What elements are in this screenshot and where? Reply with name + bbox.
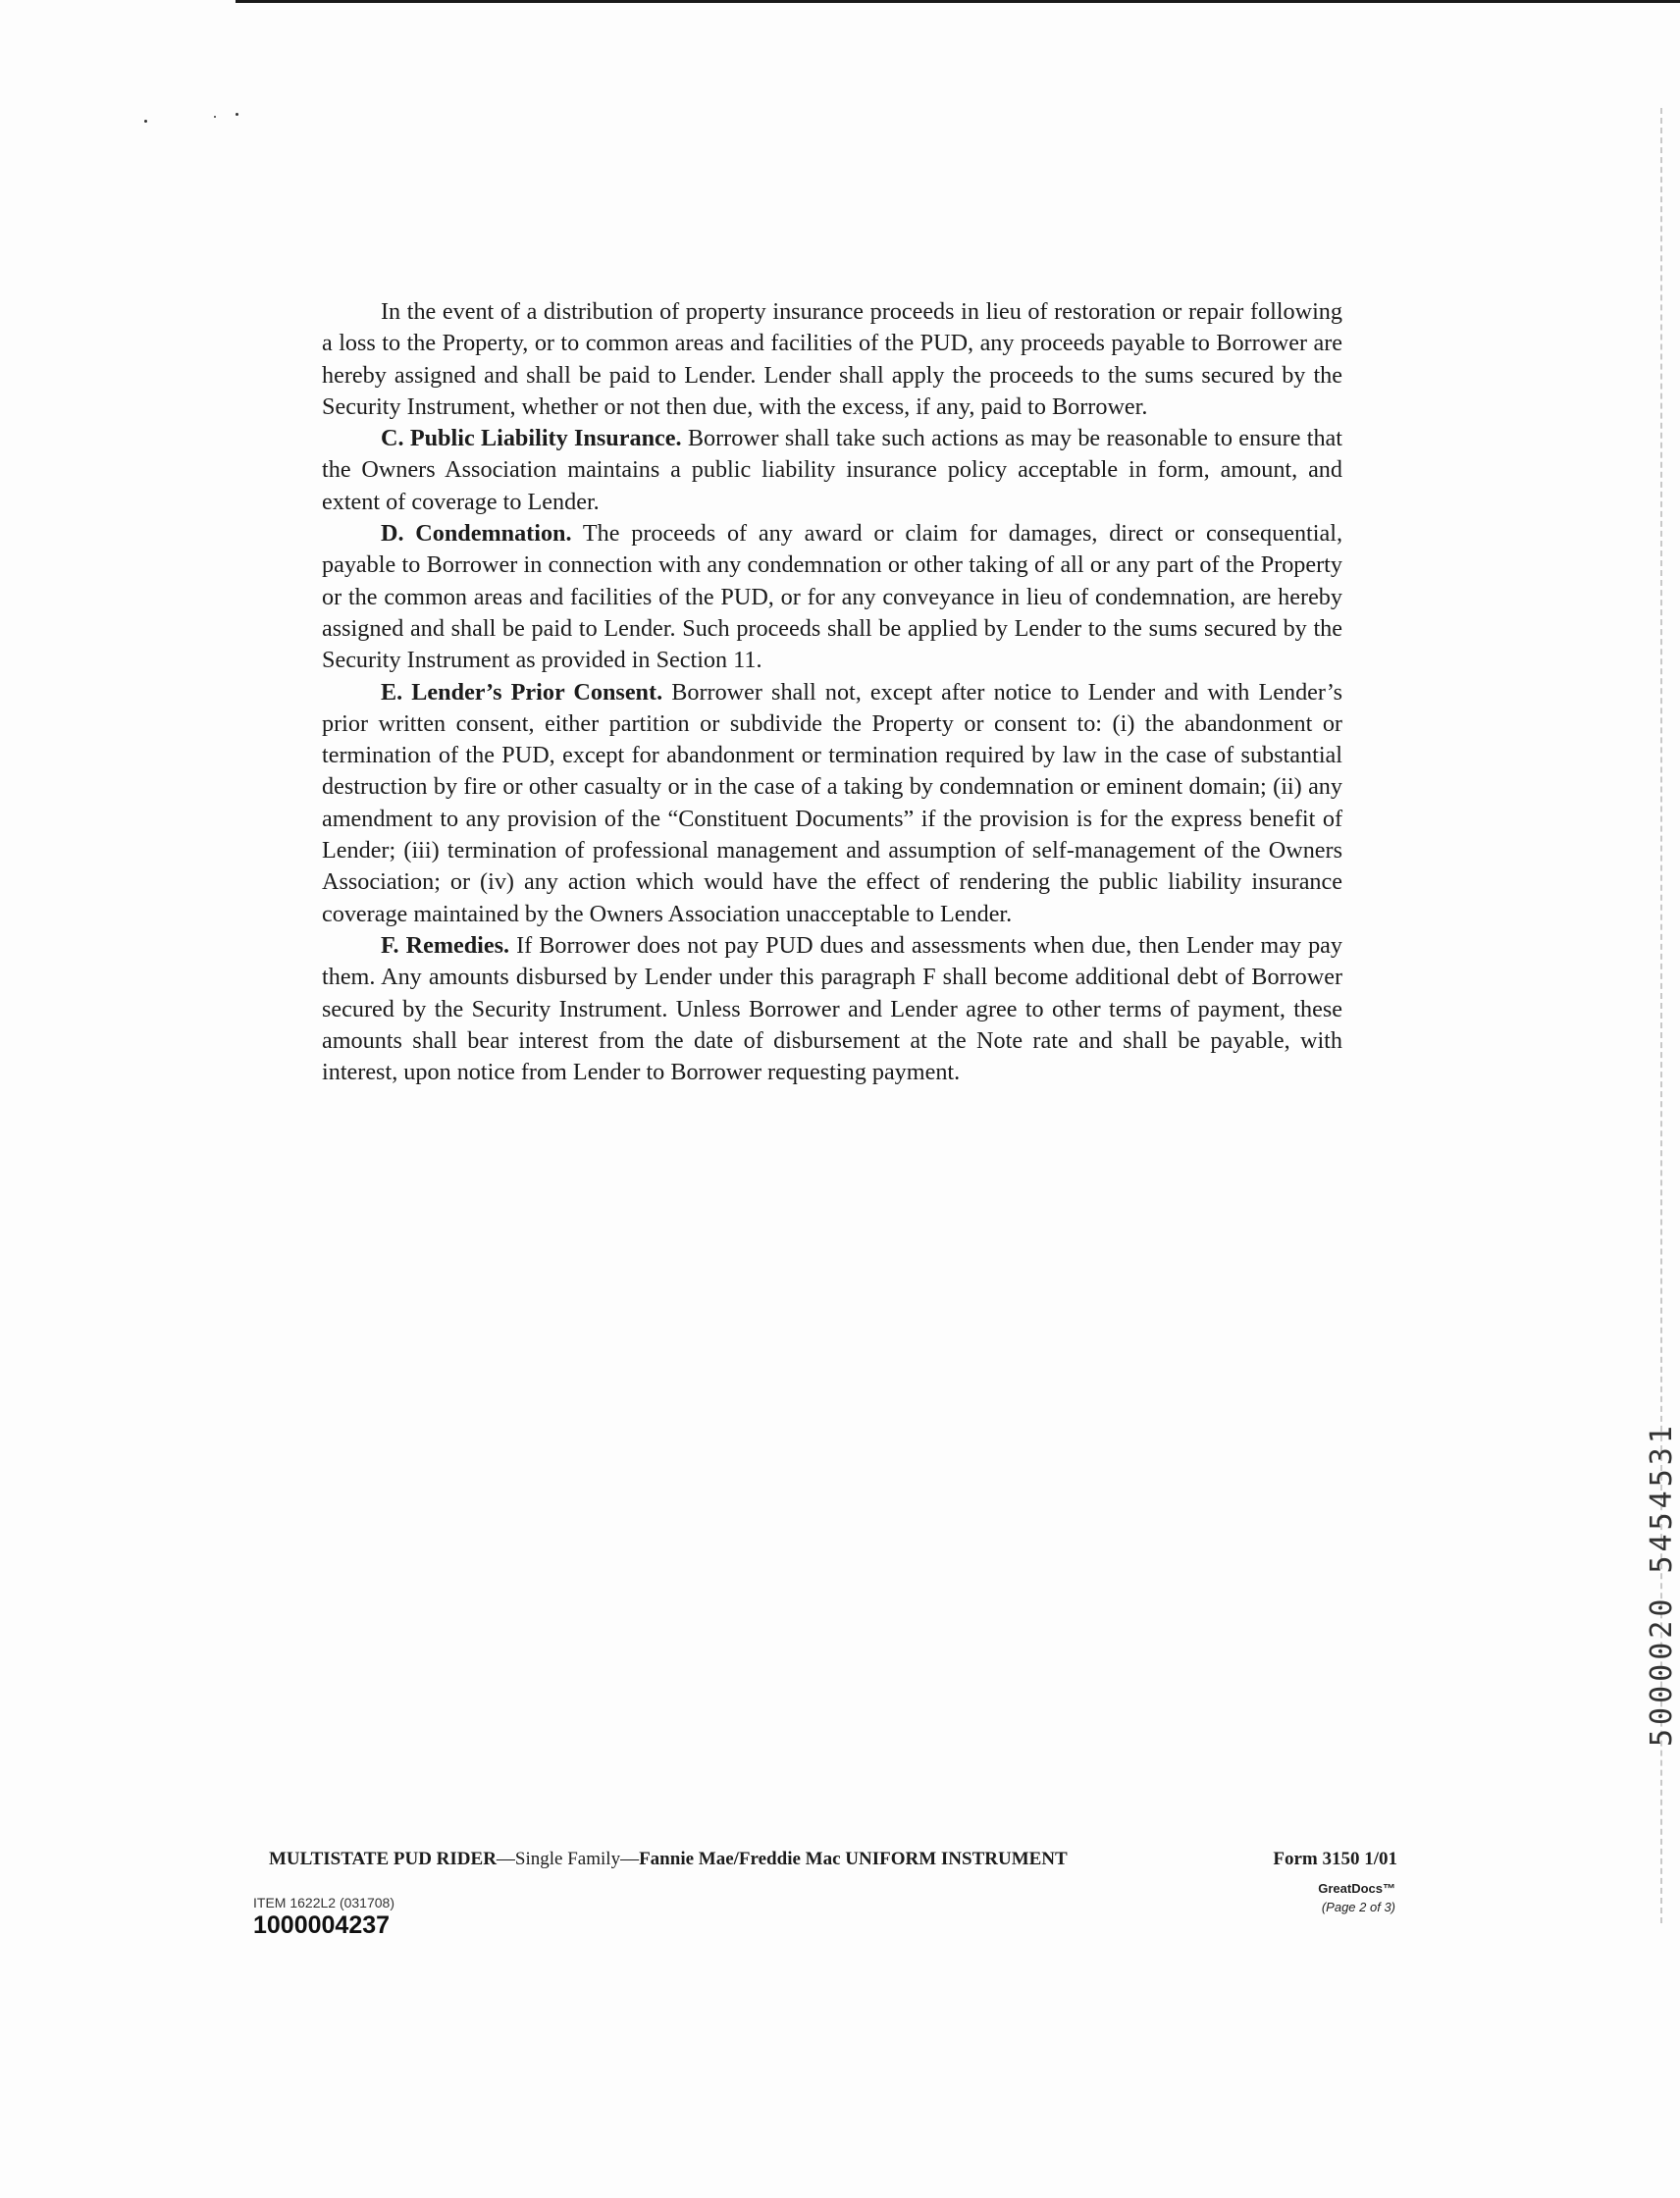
scan-speck	[214, 116, 216, 118]
paragraph-public-liability: C. Public Liability Insurance. Borrower shall take such actions as may be reasonable to ensure that the Owners Association maintains a public liability insurance policy acceptable in form, amount, and extent of coverage to Lender.	[322, 425, 1343, 515]
top-scan-edge	[236, 0, 1680, 3]
loan-number: 1000004237	[253, 1911, 391, 1939]
side-stamp-number: 5000020 5454531	[1645, 1422, 1679, 1747]
paragraph-condemnation: D. Condemnation. The proceeds of any award or claim for damages, direct or consequential, payable to Borrower in connection with any condemnation or other taking of all or any part of the Property or the common areas and facilities of the PUD, or for any conveyance in lieu of condemnation, are hereby assigned and shall be paid to Lender. Such proceeds shall be applied by Lender to the sums secured by the Security Instrument as provided in Section 11.	[322, 520, 1342, 674]
footer-instrument-title: MULTISTATE PUD RIDER—Single Family—Fannie Mae/Freddie Mac UNIFORM INSTRUMENT	[269, 1849, 1068, 1869]
form-number: Form 3150 1/01	[1273, 1849, 1397, 1869]
item-code: ITEM 1622L2 (031708)	[253, 1895, 394, 1910]
section-heading-f: F. Remedies.	[381, 931, 510, 959]
scan-speck	[144, 120, 147, 123]
section-heading-c: C. Public Liability Insurance.	[381, 425, 682, 452]
section-heading-e: E. Lender’s Prior Consent.	[381, 678, 663, 706]
great-docs-mark: GreatDocs™	[1318, 1881, 1395, 1896]
paragraph-remedies: F. Remedies. If Borrower does not pay PUD dues and assessments when due, then Lender may pay them. Any amounts disbursed by Lender under this paragraph F shall become additional debt of Borrower secured by the Security Instrument. Unless Borrower and Lender agree to other terms of payment, these amounts shall bear interest from the date of disbursement at the Note rate and shall be payable, with interest, upon notice from Lender to Borrower requesting payment.	[322, 931, 1342, 1086]
section-heading-d: D. Condemnation.	[381, 520, 572, 548]
scan-speck	[236, 113, 238, 116]
page-indicator: (Page 2 of 3)	[1321, 1900, 1395, 1914]
paragraph-insurance-proceeds: In the event of a distribution of property insurance proceeds in lieu of restoration or repair following a loss to the Property, or to common areas and facilities of the PUD, any proceeds payable to Borrower are hereby assigned and shall be paid to Lender. Lender shall apply the proceeds to the sums secured by the Security Instrument, whether or not then due, with the excess, if any, paid to Borrower.	[322, 298, 1342, 420]
paragraph-prior-consent: E. Lender’s Prior Consent. Borrower shall not, except after notice to Lender and with Lender’s prior written consent, either partition or subdivide the Property or consent to: (i) the abandonment or termination of the PUD, except for abandonment or termination required by law in the case of substantial destruction by fire or other casualty or in the case of a taking by condemnation or eminent domain; (ii) any amendment to any provision of the “Constituent Documents” if the provision is for the express benefit of Lender; (iii) termination of professional management and assumption of self-management of the Owners Association; or (iv) any action which would have the effect of rendering the public liability insurance coverage maintained by the Owners Association unacceptable to Lender.	[322, 678, 1342, 927]
rider-body	[322, 296, 1342, 1088]
